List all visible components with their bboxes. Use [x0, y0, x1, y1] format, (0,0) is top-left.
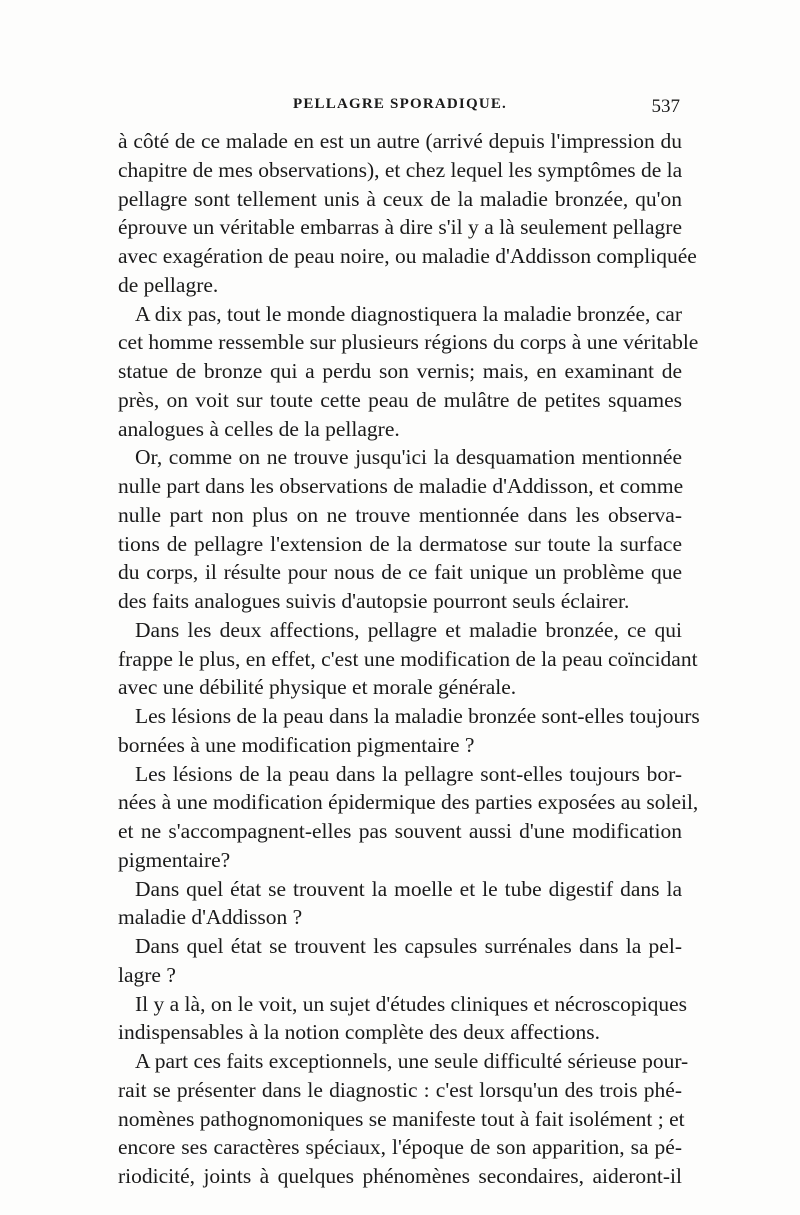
page-header	[120, 96, 680, 122]
text-line: tions de pellagre l'extension de la dermatose sur toute la surface	[118, 531, 682, 556]
text-line: riodicité, joints à quelques phénomènes secondaires, aideront-il	[118, 1164, 682, 1188]
text-line: Les lésions de la peau dans la pellagre sont-elles toujours bor-	[135, 761, 682, 786]
page-number: 537	[651, 96, 680, 117]
text-line: bornées à une modification pigmentaire ?	[118, 732, 475, 757]
running-title: PELLAGRE SPORADIQUE.	[292, 96, 508, 112]
text-line: A part ces faits exceptionnels, une seule difficulté sérieuse pour-	[135, 1049, 689, 1073]
text-line: Or, comme on ne trouve jusqu'ici la desquamation mentionnée	[135, 445, 682, 470]
text-line: maladie d'Addisson ?	[118, 905, 303, 930]
text-line: des faits analogues suivis d'autopsie pourront seuls éclairer.	[118, 589, 630, 613]
text-line: Dans les deux affections, pellagre et maladie bronzée, ce qui	[135, 617, 682, 642]
text-line: nulle part non plus on ne trouve mentionnée dans les observa-	[118, 502, 682, 527]
text-line: indispensables à la notion complète des deux affections.	[118, 1020, 601, 1045]
text-line: encore ses caractères spéciaux, l'époque de son apparition, sa pé-	[118, 1135, 682, 1160]
text-line: lagre ?	[118, 962, 176, 987]
text-line: A dix pas, tout le monde diagnostiquera la maladie bronzée, car	[135, 301, 682, 326]
text-line: avec exagération de peau noire, ou maladie d'Addisson compliquée	[118, 244, 697, 268]
text-line: frappe le plus, en effet, c'est une modification de la peau coïncidant	[118, 646, 698, 671]
text-line: avec une débilité physique et morale générale.	[118, 675, 517, 700]
text-line: statue de bronze qui a perdu son vernis; mais, en examinant de	[118, 359, 682, 383]
text-line: Dans quel état se trouvent la moelle et le tube digestif dans la	[135, 876, 682, 901]
text-line: éprouve un véritable embarras à dire s'il y a là seulement pellagre	[118, 215, 682, 240]
text-line: pellagre sont tellement unis à ceux de la maladie bronzée, qu'on	[118, 186, 682, 211]
body-text	[118, 127, 700, 1191]
text-line: analogues à celles de la pellagre.	[118, 416, 400, 441]
text-line: de pellagre.	[118, 272, 219, 297]
text-line: et ne s'accompagnent-elles pas souvent aussi d'une modification	[118, 819, 682, 843]
text-line: du corps, il résulte pour nous de ce fait unique un problème que	[118, 560, 682, 585]
text-line: près, on voit sur toute cette peau de mulâtre de petites squames	[118, 387, 682, 412]
text-line: Il y a là, on le voit, un sujet d'études cliniques et nécroscopiques	[135, 991, 687, 1016]
text-line: pigmentaire?	[118, 847, 231, 872]
text-line: cet homme ressemble sur plusieurs régions du corps à une véritable	[118, 330, 699, 355]
text-line: chapitre de mes observations), et chez lequel les symptômes de la	[118, 157, 683, 182]
text-line: nées à une modification épidermique des parties exposées au soleil,	[118, 790, 699, 815]
text-line: rait se présenter dans le diagnostic : c'est lorsqu'un des trois phé-	[118, 1077, 682, 1102]
text-line: à côté de ce malade en est un autre (arrivé depuis l'impression du	[118, 129, 682, 153]
text-line: nulle part dans les observations de maladie d'Addisson, et comme	[118, 474, 684, 498]
text-line: Dans quel état se trouvent les capsules surrénales dans la pel-	[135, 934, 682, 958]
text-line: Les lésions de la peau dans la maladie bronzée sont-elles toujours	[135, 704, 700, 728]
text-line: nomènes pathognomoniques se manifeste tout à fait isolément ; et	[118, 1106, 685, 1131]
